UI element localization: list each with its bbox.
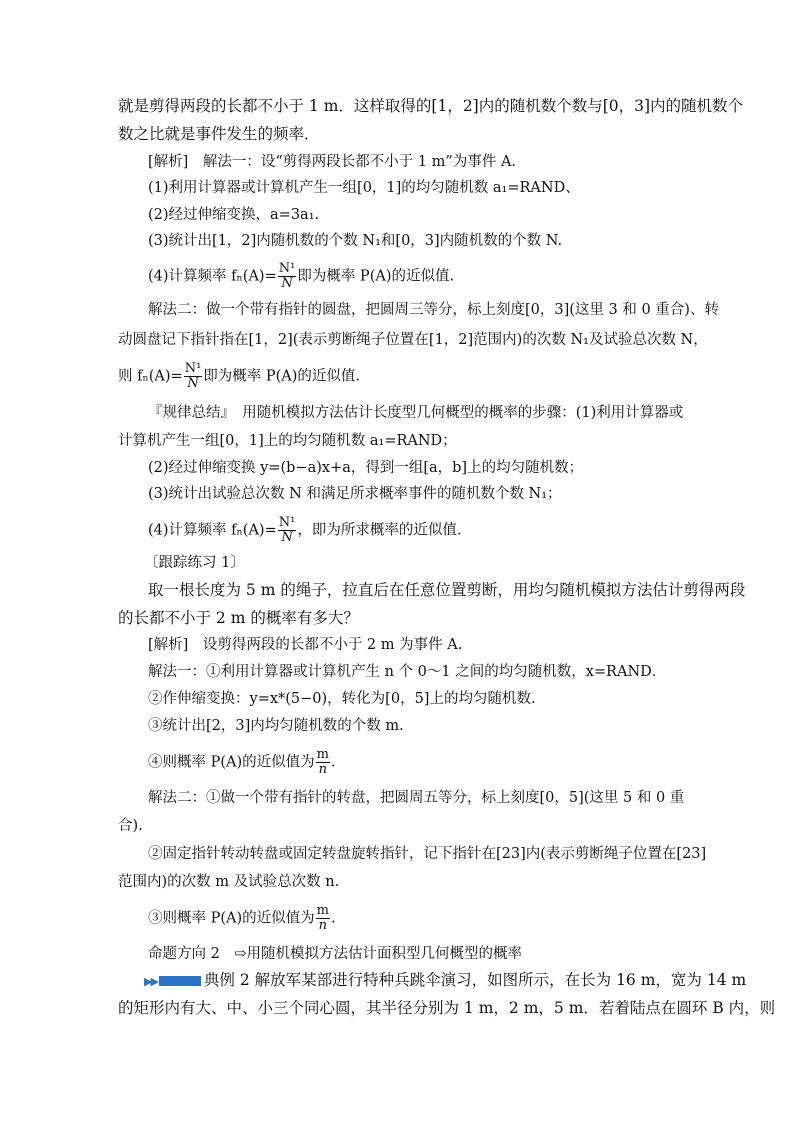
exercise-method-1-line-3: ③统计出[2，3]内均匀随机数的个数 m. — [148, 718, 404, 734]
fraction — [278, 516, 297, 545]
fraction-denominator: n — [318, 918, 327, 933]
text-line-2: 数之比就是事件发生的频率． — [118, 125, 320, 143]
summary-step-4-post: ，即为所求概率的近似值. — [297, 522, 462, 539]
fraction — [316, 748, 330, 777]
summary-line-1: 『规律总结』 用随机模拟方法估计长度型几何概型的概率的步骤：(1)利用计算器或 — [148, 405, 684, 421]
step-4-post: 即为概率 P(A)的近似值. — [297, 268, 455, 285]
exercise-line-1: 取一根长度为 5 m 的绳子，拉直后在任意位置剪断，用均匀随机模拟方法估计剪得两段 — [148, 581, 746, 599]
fraction — [278, 262, 297, 291]
fraction-denominator: N — [281, 530, 293, 545]
summary-line-2: 计算机产生一组[0，1]上的均匀随机数 a₁=RAND； — [118, 433, 457, 449]
highlight-bar — [159, 976, 201, 986]
fraction-numerator: N¹ — [278, 261, 296, 276]
exercise-method-1-line-4 — [148, 748, 336, 777]
step-4 — [148, 262, 454, 291]
summary-step-4-pre: (4)计算频率 fₙ(A)= — [148, 522, 277, 539]
text-line-1: 就是剪得两段的长都不小于 1 m．这样取得的[1，2]内的随机数个数与[0，3]内的随机数个 — [118, 97, 744, 115]
example-2-line-2: 的矩形内有大、中、小三个同心圆，其半径分别为 1 m，2 m，5 m．若着陆点在圆环 B 内，则 — [118, 999, 776, 1017]
summary-step-2: (2)经过伸缩变换 y=(b−a)x+a，得到一组[a，b]上的均匀随机数； — [148, 460, 584, 476]
fraction — [316, 904, 330, 933]
fraction-denominator: N — [281, 276, 293, 291]
double-arrow-icon: ▶▶ — [144, 975, 157, 988]
exercise-method-1-post: . — [330, 754, 336, 771]
summary-step-3: (3)统计出试验总次数 N 和满足所求概率事件的随机数个数 N₁； — [148, 486, 562, 502]
fraction — [184, 362, 203, 391]
exercise-method-2-line-2: 合). — [118, 818, 143, 834]
method-2-line-1: 解法二：做一个带有指针的圆盘，把圆周三等分，标上刻度[0，3](这里 3 和 0 重合)、转 — [148, 302, 719, 318]
solution-heading: [解析] 解法一：设“剪得两段长都不小于 1 m”为事件 A. — [148, 154, 517, 170]
step-1: (1)利用计算器或计算机产生一组[0，1]的均匀随机数 a₁=RAND、 — [148, 180, 580, 196]
fraction-denominator: N — [187, 376, 199, 391]
exercise-method-2-pre: ③则概率 P(A)的近似值为 — [148, 910, 315, 927]
exercise-method-2-line-1: 解法二：①做一个带有指针的转盘，把圆周五等分，标上刻度[0，5](这里 5 和 0 重 — [148, 790, 685, 806]
example-2-text: 典例 2 解放军某部进行特种兵跳伞演习，如图所示，在长为 16 m，宽为 14 m — [203, 971, 747, 989]
fraction-numerator: m — [316, 903, 329, 918]
method-2-post: 即为概率 P(A)的近似值. — [203, 368, 361, 385]
fraction-denominator: n — [318, 762, 327, 777]
exercise-method-1-line-1: 解法一：①利用计算器或计算机产生 n 个 0～1 之间的均匀随机数，x=RAND． — [148, 664, 667, 680]
step-2: (2)经过伸缩变换，a=3a₁. — [148, 207, 320, 223]
method-2-pre: 则 fₙ(A)= — [118, 368, 183, 385]
fraction-numerator: N¹ — [278, 515, 296, 530]
follow-up-heading: 〔跟踪练习 1〕 — [144, 555, 245, 571]
proposition-direction-heading: 命题方向 2 ⇨用随机模拟方法估计面积型几何概型的概率 — [148, 946, 522, 962]
exercise-method-2-post: . — [330, 910, 336, 927]
step-3: (3)统计出[1，2]内随机数的个数 N₁和[0，3]内随机数的个数 N. — [148, 233, 563, 249]
exercise-method-2-line-3: ②固定指针转动转盘或固定转盘旋转指针，记下指针在[23]内(表示剪断绳子位置在[23] — [148, 846, 707, 862]
exercise-method-2-line-4: 范围内)的次数 m 及试验总次数 n. — [118, 874, 340, 890]
summary-step-4 — [148, 516, 461, 545]
exercise-solution-heading: [解析] 设剪得两段的长都不小于 2 m 为事件 A. — [148, 637, 463, 653]
method-2-line-3 — [118, 362, 360, 391]
exercise-method-1-pre: ④则概率 P(A)的近似值为 — [148, 754, 315, 771]
fraction-numerator: m — [316, 747, 329, 762]
method-2-line-2: 动圆盘记下指针指在[1，2](表示剪断绳子位置在[1，2]范围内)的次数 N₁及试验总次数 N， — [118, 332, 708, 348]
exercise-line-2: 的长都不小于 2 m 的概率有多大？ — [118, 609, 359, 627]
fraction-numerator: N¹ — [184, 361, 202, 376]
step-4-pre: (4)计算频率 fₙ(A)= — [148, 268, 277, 285]
example-2-line-1 — [144, 970, 746, 992]
exercise-method-1-line-2: ②作伸缩变换：y=x*(5−0)，转化为[0，5]上的均匀随机数. — [148, 691, 536, 707]
exercise-method-2-line-5 — [148, 904, 336, 933]
